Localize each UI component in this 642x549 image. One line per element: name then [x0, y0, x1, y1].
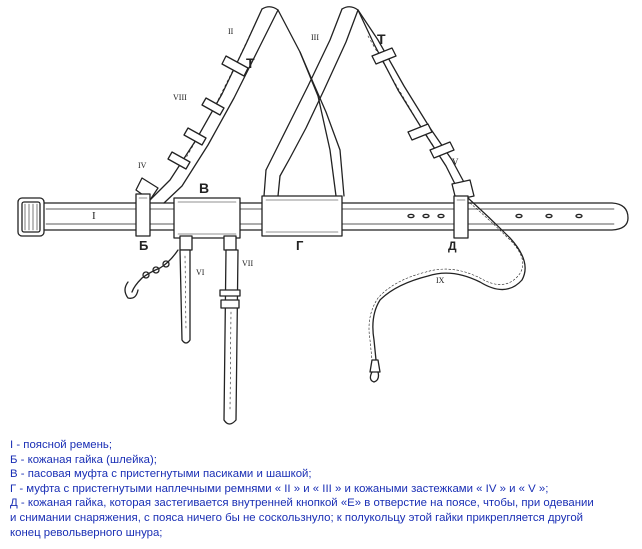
label-letter-G: Г — [296, 238, 304, 253]
legend-line: конец револьверного шнура; — [10, 526, 163, 539]
shoulder-strap-II — [136, 7, 312, 203]
legend-line: I - поясной ремень; — [10, 439, 113, 451]
legend-line: и снимании снаряжения, с пояса ничего бы не соскользнуло; к полукольцу этой гайки прикрепляется другой — [10, 511, 584, 524]
label-IX: IX — [436, 276, 445, 285]
loop-D — [454, 196, 468, 238]
label-I: I — [92, 210, 96, 222]
muff-V — [174, 198, 240, 250]
diagram-labels — [92, 27, 459, 285]
label-IV: IV — [138, 161, 147, 170]
label-V: V — [452, 157, 459, 167]
loop-B — [136, 194, 150, 236]
label-II: II — [228, 27, 234, 36]
label-VIII: VIII — [173, 93, 187, 102]
shoulder-strap-III — [264, 7, 474, 200]
label-letter-D: Д — [448, 239, 457, 253]
legend-line: Г - муфта с пристегнутыми наплечными ремнями « II » и « III » и кожаными застежками « IV » и « V »; — [10, 482, 549, 495]
label-III: III — [311, 33, 319, 42]
legend-line: В - пасовая муфта с пристегнутыми пасиками и шашкой; — [10, 468, 312, 481]
strap-VII — [220, 250, 240, 424]
belt-buckle — [18, 198, 44, 236]
label-letter-T-right: Т — [377, 31, 386, 47]
revolver-cord-IX — [369, 198, 525, 382]
muff-G — [262, 196, 342, 236]
label-VI: VI — [196, 268, 205, 277]
label-letter-T-left: Т — [246, 55, 255, 71]
label-letter-V: В — [199, 180, 210, 196]
label-letter-B: Б — [139, 238, 149, 253]
label-VII: VII — [242, 259, 254, 268]
strap-VI — [125, 250, 190, 343]
legend — [10, 438, 636, 540]
legend-line: Б - кожаная гайка (шлейка); — [10, 453, 157, 466]
legend-line: Д - кожаная гайка, которая застегивается внутренней кнопкой «Е» в отверстие на поясе, чтобы, при одевании — [10, 497, 594, 510]
